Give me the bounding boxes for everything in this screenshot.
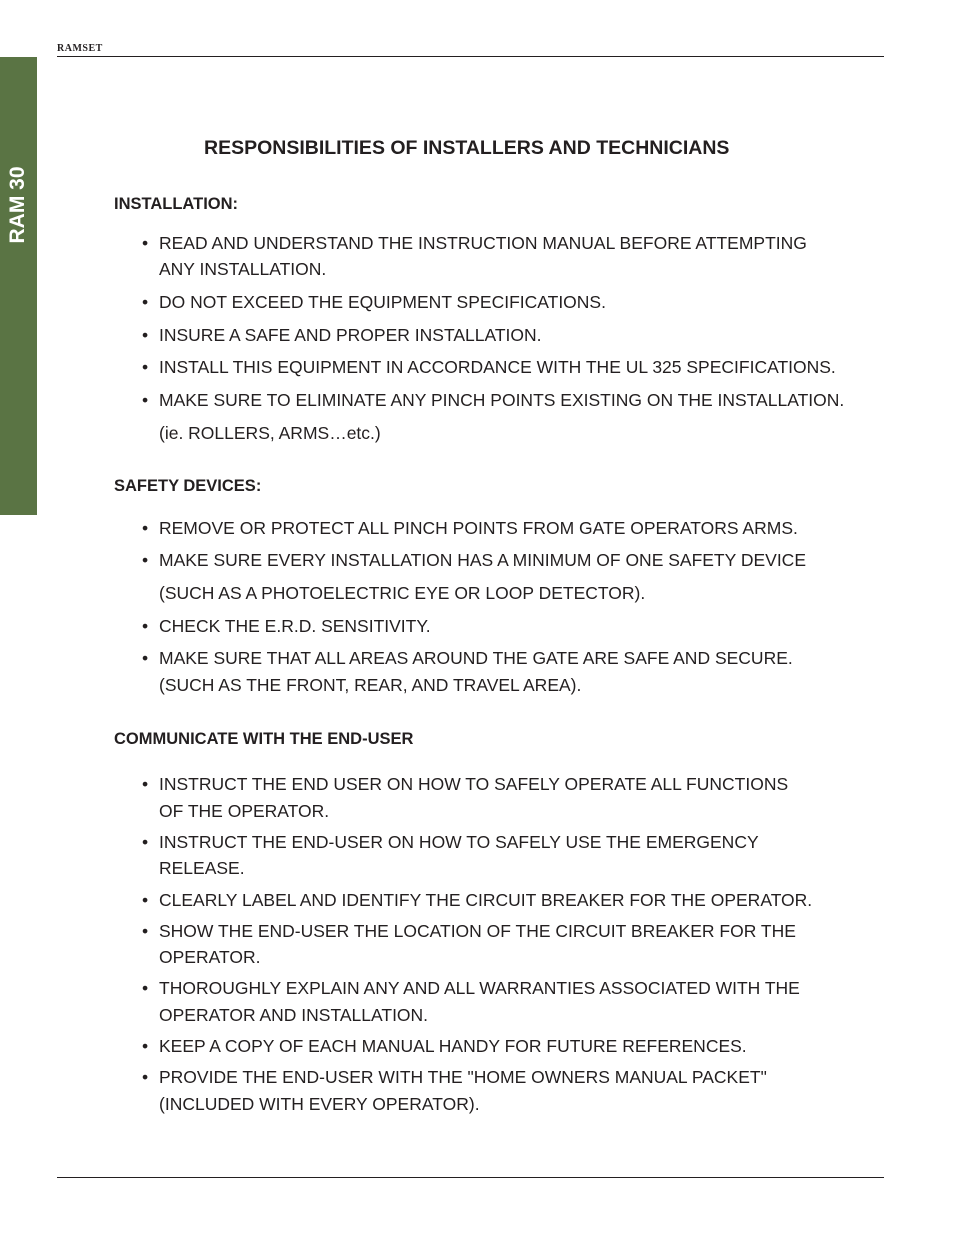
bullet-marker: • (142, 890, 149, 910)
bullet-marker: • (142, 325, 149, 345)
side-tab (0, 57, 37, 515)
bullet-marker: • (142, 832, 149, 852)
footer-rule (57, 1177, 884, 1178)
list-item-line: REMOVE OR PROTECT ALL PINCH POINTS FROM GATE OPERATORS ARMS. (159, 518, 798, 538)
list-item-line: THOROUGHLY EXPLAIN ANY AND ALL WARRANTIES ASSOCIATED WITH THE (159, 978, 800, 998)
list-item-line: ANY INSTALLATION. (159, 259, 327, 279)
list-item-line: DO NOT EXCEED THE EQUIPMENT SPECIFICATIONS. (159, 292, 606, 312)
bullet-marker: • (142, 616, 149, 636)
list-item-line: OF THE OPERATOR. (159, 801, 330, 821)
section-heading: INSTALLATION: (114, 195, 239, 213)
list-item-line: PROVIDE THE END-USER WITH THE "HOME OWNERS MANUAL PACKET" (159, 1067, 767, 1087)
bullet-marker: • (142, 292, 149, 312)
bullet-marker: • (142, 648, 149, 668)
list-item-line: MAKE SURE TO ELIMINATE ANY PINCH POINTS EXISTING ON THE INSTALLATION. (159, 390, 845, 410)
bullet-marker: • (142, 921, 149, 941)
bullet-marker: • (142, 978, 149, 998)
list-item-line: INSTRUCT THE END USER ON HOW TO SAFELY OPERATE ALL FUNCTIONS (159, 774, 789, 794)
list-item-line: MAKE SURE THAT ALL AREAS AROUND THE GATE ARE SAFE AND SECURE. (159, 648, 793, 668)
bullet-marker: • (142, 518, 149, 538)
list-item-line: (ie. ROLLERS, ARMS…etc.) (159, 423, 381, 443)
list-item-line: INSTALL THIS EQUIPMENT IN ACCORDANCE WITH THE UL 325 SPECIFICATIONS. (159, 357, 836, 377)
list-item-line: (SUCH AS THE FRONT, REAR, AND TRAVEL AREA). (159, 675, 582, 695)
list-item-line: READ AND UNDERSTAND THE INSTRUCTION MANUAL BEFORE ATTEMPTING (159, 233, 807, 253)
bullet-marker: • (142, 357, 149, 377)
bullet-marker: • (142, 390, 149, 410)
section-heading: SAFETY DEVICES: (114, 477, 262, 495)
list-item-line: INSURE A SAFE AND PROPER INSTALLATION. (159, 325, 542, 345)
side-tab-label: RAM 30 (6, 166, 29, 244)
page-title: RESPONSIBILITIES OF INSTALLERS AND TECHNICIANS (204, 137, 730, 159)
list-item-line: SHOW THE END-USER THE LOCATION OF THE CIRCUIT BREAKER FOR THE (159, 921, 796, 941)
list-item-line: CLEARLY LABEL AND IDENTIFY THE CIRCUIT BREAKER FOR THE OPERATOR. (159, 890, 813, 910)
bullet-marker: • (142, 233, 149, 253)
list-item-line: MAKE SURE EVERY INSTALLATION HAS A MINIMUM OF ONE SAFETY DEVICE (159, 550, 806, 570)
brand-header: RAMSET (57, 43, 103, 54)
bullet-marker: • (142, 550, 149, 570)
list-item-line: (SUCH AS A PHOTOELECTRIC EYE OR LOOP DETECTOR). (159, 583, 646, 603)
list-item-line: KEEP A COPY OF EACH MANUAL HANDY FOR FUTURE REFERENCES. (159, 1036, 747, 1056)
list-item-line: INSTRUCT THE END-USER ON HOW TO SAFELY USE THE EMERGENCY (159, 832, 759, 852)
bullet-marker: • (142, 1036, 149, 1056)
list-item-line: OPERATOR. (159, 947, 261, 967)
bullet-marker: • (142, 774, 149, 794)
list-item-line: (INCLUDED WITH EVERY OPERATOR). (159, 1094, 480, 1114)
bullet-marker: • (142, 1067, 149, 1087)
list-item-line: OPERATOR AND INSTALLATION. (159, 1005, 429, 1025)
list-item-line: RELEASE. (159, 858, 245, 878)
header-rule (57, 56, 884, 57)
section-heading: COMMUNICATE WITH THE END-USER (114, 730, 414, 748)
list-item-line: CHECK THE E.R.D. SENSITIVITY. (159, 616, 431, 636)
